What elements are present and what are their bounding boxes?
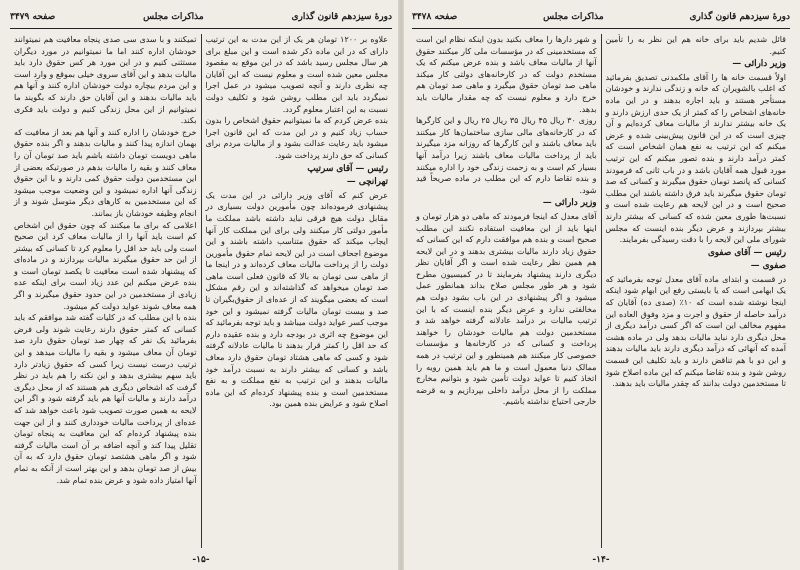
speaker-role: آقای سرتیپ	[307, 163, 353, 174]
speaker-heading-finance-minister: وزیر دارائی —	[542, 198, 597, 209]
right-coll-para-1: و شهر دارها را معاف بکنید بدون اینکه نظام این است که مستخدمینی که در مؤسسات ملی کار میکنند حقوق آنها از مالیات معاف باشد و بنده عرض میکنم که یک مستخدم دولت که در کارخانه‌های دولتی کار میکند ماهی صد تومان حقوق میگیرد و ماهی صد تومان هم خرج دارد و معلوم نیست که چه مقدار مالیات باید بدهد.	[416, 35, 597, 114]
speaker-heading-rais: رئیس — آقای صفوی	[707, 247, 786, 258]
left-page-col-left	[10, 34, 201, 548]
right-page	[402, 0, 800, 570]
left-colr-para-3: عرض کنم که آقای وزیر دارائی در این مدت یک پیشنهادی فرموده‌اند چون مأمورین دولت بسیاری در مقابل دولت هیچ فرقی نباید داشته باشد مملکت ما مأمور دولتی کار میکنند ولی برای این مملکت کار آنها ایجاب میکند که حقوق متناسب داشته باشند و این موضوع اجحاف است در این لایحه تمام حقوق مأمورین دولت را از پرداخت مالیات معاف کرده‌اند و در اینجا ما از ماهی سی تومان به بالا که قانون فعلی است ماهی صد تومان میخواهد که گذاشته‌اند و این رقم مشکل است که بعضی میگویند که از عده‌ای از حقوق‌بگیران تا صد و بیست تومان مالیات گرفته نمیشود و این خود موجب کسر عواید دولت میباشد و باید توجه بفرمائید که این موضوع چه اثری در بودجه دارد و بنده عقیده دارم که حد اقل را کمتر قرار بدهند تا مالیات عادلانه گرفته شود و کسی که ماهی هشتاد تومان حقوق دارد معاف باشد و کسانی که بیشتر دارند به نسبت درآمد خود مالیات بدهند و این ترتیب به نفع مملکت و به نفع مستخدمین است و بنده پیشنهاد کرده‌ام که این ماده اصلاح شود و عرایض بنده همین بود.	[205, 190, 388, 409]
left-page-header	[10, 6, 392, 28]
left-header-title: دورهٔ سیزدهم قانون گذاری	[291, 12, 392, 22]
column-divider	[601, 34, 602, 548]
right-page-col-right	[602, 34, 791, 548]
speaker-name: وزیر دارائی	[554, 198, 597, 209]
left-colr-para-1: علاوه بر ۱۲۰۰ تومان هر یک از این مدت به این ترتیب دارای که در این ماده ذکر شده است و این مبلغ برای هر سال مجلس رسید باشد که در این موقع به مقصود مجلس معین شده است و معلوم نیست که این آقایان چه نظری دارند و آنچه تصویب میشود در عمل اجرا نمیگردد باید این مطلب روشن شود و تکلیف دولت نسبت به این اعتبار معلوم گردد.	[205, 35, 388, 114]
right-page-number: -۱۴-	[592, 555, 610, 565]
left-page-columns	[10, 34, 392, 548]
right-header-title: دورهٔ سیزدهم قانون گذاری	[689, 12, 790, 22]
left-page-number: -۱۵-	[192, 555, 210, 565]
right-colr-para-2: اولاً قسمت خانه ها را آقای ملکمدنی تصدیق بفرمائید که اغلب بالشویران که خانه و زندگی ندارند و خودشان مستأجر هستند و باید اجاره بدهند و در این ماده خانه‌های اشخاص را که کمتر از یک حدی ارزش دارند و یک خانه بیشتر ندارند از مالیات معاف کرده‌ایم و آن چیزی است که در این قانون پیش‌بینی شده و عرض میکنم که این ترتیب به نفع همان اشخاص است که کمتر درآمد دارند و بنده تصور میکنم که این ترتیب مورد قبول همه آقایان باشد و در باب ثانی که فرمودند کسانی که پانصد تومان حقوق میگیرند و کسانی که صد تومان حقوق میگیرند باید فرق داشته باشند این مطلب صحیح است و در این لایحه هم رعایت شده است و نسبت‌ها طوری معین شده که کسانی که بیشتر دارند بیشتر بپردازند و عرض دیگر بنده اینست که مجلس شورای ملی این لایحه را با دقت رسیدگی بفرمایند.	[605, 72, 786, 245]
left-coll-para-2: خرج خودشان را اداره کنند و آنها هم بعد از معافیت که بهمان اندازه پیدا کنند و مالیات بدهند و اگر بنده حقوق ماهی دویست تومان داشته باشم باید صد تومان آن را معاف کنند و بقیه را مالیات بدهم در صورتیکه بعضی از این مستخدمین دولت حقوق کمی دارند و با این حقوق زندگی آنها اداره نمیشود و این وضعیت موجب میشود که این مستخدمین به کارهای دیگر متوسل شوند و از انجام وظیفه خودشان باز بمانند.	[14, 127, 197, 218]
right-coll-para-3: آقای معدل که اینجا فرمودند که ماهی دو هزار تومان و اینها باید از این معافیت استفاده نکنند این مطلب صحیح است و بنده هم موافقت دارم که این کسانی که حقوق زیاد دارند مالیات بیشتری بدهند و در این لایحه هم همین نظر رعایت شده است و اگر آقایان نظر دیگری دارند پیشنهاد بفرمایند تا در کمیسیون مطرح شود و هر طور مجلس صلاح بداند همانطور عمل میشود و اگر پیشنهادی در این باب بشود دولت هم مخالفتی ندارد و عرض دیگر بنده اینست که با این ترتیب مالیات بر درآمد عادلانه گرفته خواهد شد و مستخدمین دولت هم مالیات خودشان را خواهند پرداخت و کسانی که در کارخانه‌ها و مؤسسات خصوصی کار میکنند هم همینطور و این ترتیب در همه ممالک دنیا معمول است و ما هم باید همین رویه را اتخاذ کنیم تا عواید دولت تأمین شود و بتوانیم مخارج مملکت را از محل درآمد داخلی بپردازیم و به قرضه خارجی احتیاج نداشته باشیم.	[416, 211, 597, 407]
left-header-rule	[10, 28, 392, 29]
speaker-name: رئیس	[765, 247, 786, 258]
speaker-name: تهرانچی	[358, 177, 388, 188]
right-page-header	[412, 6, 790, 28]
left-coll-para-1: تمیکنند و با سدی سی صدی پنجاه معافیت هم نمیتوانند خودشان اداره کنند اما ما نمیتوانیم در مورد دیگران مستثنی کنیم و در این مورد هر کس حقوق دارد باید مالیات بدهد و این آقای سروی خیلی بموقع و وارد است و این مردم بیچاره دولت خودشان اداره کنند و آنها هم باید مالیات بدهند و این آقایان حق دارند که بگویند ما نمیتوانیم از این محل زندگی کنیم و دولت باید فکری بکند.	[14, 35, 197, 126]
speaker-name: وزیر دارائی	[744, 59, 786, 70]
left-coll-para-3: اعلامی که برای ما میکنند که چون حقوق این اشخاص کم است باید آنها را از مالیات معاف کرد این صحیح است ولی باید حد اقل را معلوم کرد تا کسانی که بیشتر از این حد حقوق میگیرند مالیات بپردازند و در ماده‌ای که پیشنهاد شده است معافیت تا یکصد تومان است و بنده عرض میکنم این عدد زیاد است برای اینکه عده زیادی از مستخدمین در این حدود حقوق میگیرند و اگر همه معاف شوند عواید دولت کم میشود.	[14, 220, 197, 311]
speaker-heading-finance-minister: وزیر دارائی —	[732, 59, 786, 70]
left-coll-para-4: بنده با این مطلب که در کلیات گفته شد موافقم که باید کسانی که کمتر حقوق دارند رعایت شوند ولی فرض بفرمائید یک نفر که چهار صد تومان حقوق دارد صد تومان آن معاف میشود و بقیه را مالیات میدهد و این ترتیب درست نیست زیرا کسی که حقوق زیادتر دارد باید سهم بیشتری بدهد و این نکته را هم باید در نظر گرفت که اشخاص دیگری هم هستند که از محل دیگری درآمد دارند و مالیات آنها هم باید گرفته شود و اگر این لایحه به همین صورت تصویب شود باعث خواهد شد که عده‌ای از پرداخت مالیات خودداری کنند و از این جهت بنده پیشنهاد کرده‌ام که این معافیت به پنجاه تومان تقلیل پیدا کند و آنچه اضافه بر آن است مالیات گرفته شود و اگر ماهی هشتصد تومان حقوق دارد که به آن بیش از صد تومان بدهد و این بهتر است از آنکه به تمام آنها امتیاز داده شود و عرض بنده تمام شد.	[14, 313, 197, 485]
left-header-page-label: صفحه ۳۴۷۹	[10, 12, 56, 22]
speaker-heading-safavi: صفوی —	[750, 261, 786, 272]
speaker-heading-tehranchi: تهرانچی —	[346, 177, 388, 188]
speaker-role: آقای صفوی	[707, 247, 751, 258]
right-colr-para-3: در قسمت و ابتدای ماده آقای معدل توجه بفرمائید که یک ابهامی است که یا بایستی رفع این ابهام شود اینکه اینجا نوشته شده است که ۱۰٪ (صدی ده) آقایان که درآمد حاصله از حقوق و اجرت و مزد وفوق العاده این مفهوم مخالف این است که اگر کسی درآمد دیگری از محل دیگری دارد نباید مالیات بدهد ولی در ماده هشت آمده که آنهائی که درآمد دیگری دارند باید مالیات بدهند و این دو با هم تناقض دارند و باید تکلیف این قسمت روشن شود و بنده تقاضا میکنم که این ماده اصلاح شود تا مستخدمین دولت بدانند که چقدر مالیات باید بدهند.	[605, 274, 787, 389]
left-colr-para-2: بنده عرض کردم که ما نمیتوانیم حقوق اشخاص را بدون حساب زیاد کنیم و در این مدت که این قانون اجرا میشود باید رعایت عدالت بشود و از مالیات مردم برای کسانی که حق دارند پرداخت شود.	[205, 116, 388, 160]
right-header-rule	[412, 28, 790, 29]
column-divider	[201, 34, 202, 548]
right-page-col-left	[412, 34, 601, 548]
speaker-name: رئیس	[367, 163, 388, 174]
left-header-section: مذاکرات مجلس	[143, 12, 204, 22]
speaker-name: صفوی	[762, 261, 786, 272]
right-header-page-label: صفحه ۳۴۷۸	[412, 12, 458, 22]
speaker-heading-rais: رئیس — آقای سرتیپ	[307, 163, 388, 174]
left-page-col-right	[202, 34, 393, 548]
right-coll-para-2: روزی ۳۰ ریال ۴۵ ریال ۳۵ ریال ۲۵ ریال و این کارگرها که در کارخانه‌های مالی سازی ساختمان‌ها کار میکنند باید معاف باشند و این کارگرها که روزانه مزد میگیرند باید از پرداخت مالیات معاف باشند زیرا درآمد آنها بسیار کم است و به زحمت زندگی خود را اداره میکنند و بنده تقاضا دارم که این مطلب در ماده صریحاً قید شود.	[416, 116, 597, 195]
right-header-section: مذاکرات مجلس	[543, 12, 604, 22]
right-colr-para-1: قائل شدیم باید برای خانه هم این نظر به را تأمین کنیم.	[605, 35, 786, 56]
right-page-columns	[412, 34, 790, 548]
